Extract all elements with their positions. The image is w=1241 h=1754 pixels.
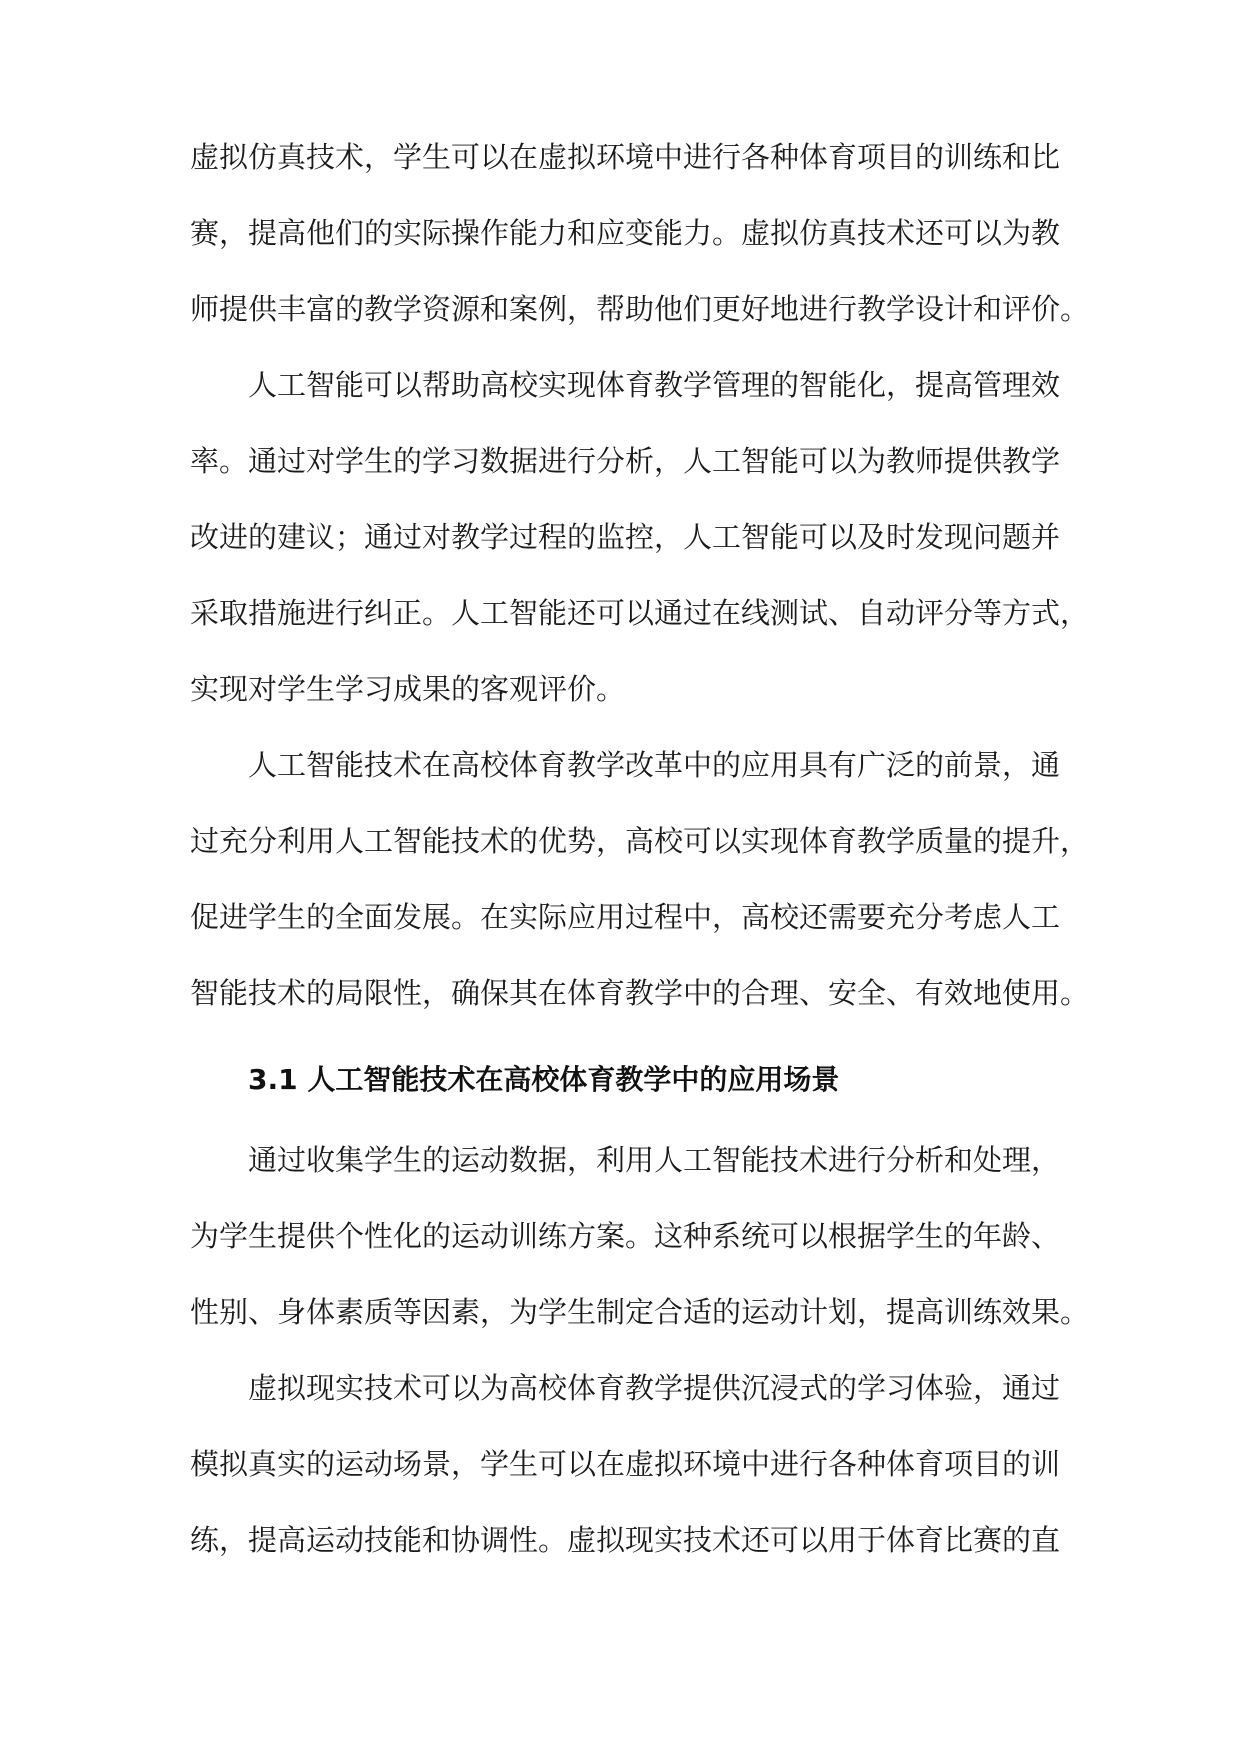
paragraph-1-line-3: 师提供丰富的教学资源和案例，帮助他们更好地进行教学设计和评价。 [190,292,1090,326]
paragraph-3-line-4: 智能技术的局限性，确保其在体育教学中的合理、安全、有效地使用。 [190,976,1090,1010]
paragraph-3-line-1: 人工智能技术在高校体育教学改革中的应用具有广泛的前景，通 [248,748,1061,782]
section-heading: 3.1 人工智能技术在高校体育教学中的应用场景 [248,1063,840,1096]
section-paragraph-1-line-1: 通过收集学生的运动数据，利用人工智能技术进行分析和处理， [248,1143,1061,1177]
section-paragraph-2-line-3: 练，提高运动技能和协调性。虚拟现实技术还可以用于体育比赛的直 [190,1523,1061,1557]
section-paragraph-1-line-2: 为学生提供个性化的运动训练方案。这种系统可以根据学生的年龄、 [190,1219,1061,1253]
paragraph-2-line-1: 人工智能可以帮助高校实现体育教学管理的智能化，提高管理效 [248,368,1061,402]
paragraph-1-line-2: 赛，提高他们的实际操作能力和应变能力。虚拟仿真技术还可以为教 [190,216,1061,250]
paragraph-1-line-1: 虚拟仿真技术，学生可以在虚拟环境中进行各种体育项目的训练和比 [190,140,1061,174]
section-paragraph-2-line-1: 虚拟现实技术可以为高校体育教学提供沉浸式的学习体验，通过 [248,1371,1061,1405]
paragraph-3-line-3: 促进学生的全面发展。在实际应用过程中，高校还需要充分考虑人工 [190,900,1061,934]
paragraph-3-line-2: 过充分利用人工智能技术的优势，高校可以实现体育教学质量的提升， [190,824,1090,858]
paragraph-2-line-3: 改进的建议；通过对教学过程的监控，人工智能可以及时发现问题并 [190,520,1061,554]
section-paragraph-2-line-2: 模拟真实的运动场景，学生可以在虚拟环境中进行各种体育项目的训 [190,1447,1061,1481]
paragraph-2-line-2: 率。通过对学生的学习数据进行分析，人工智能可以为教师提供教学 [190,444,1061,478]
paragraph-2-line-4: 采取措施进行纠正。人工智能还可以通过在线测试、自动评分等方式， [190,596,1090,630]
paragraph-2-line-5: 实现对学生学习成果的客观评价。 [190,672,626,706]
section-paragraph-1-line-3: 性别、身体素质等因素，为学生制定合适的运动计划，提高训练效果。 [190,1295,1090,1329]
